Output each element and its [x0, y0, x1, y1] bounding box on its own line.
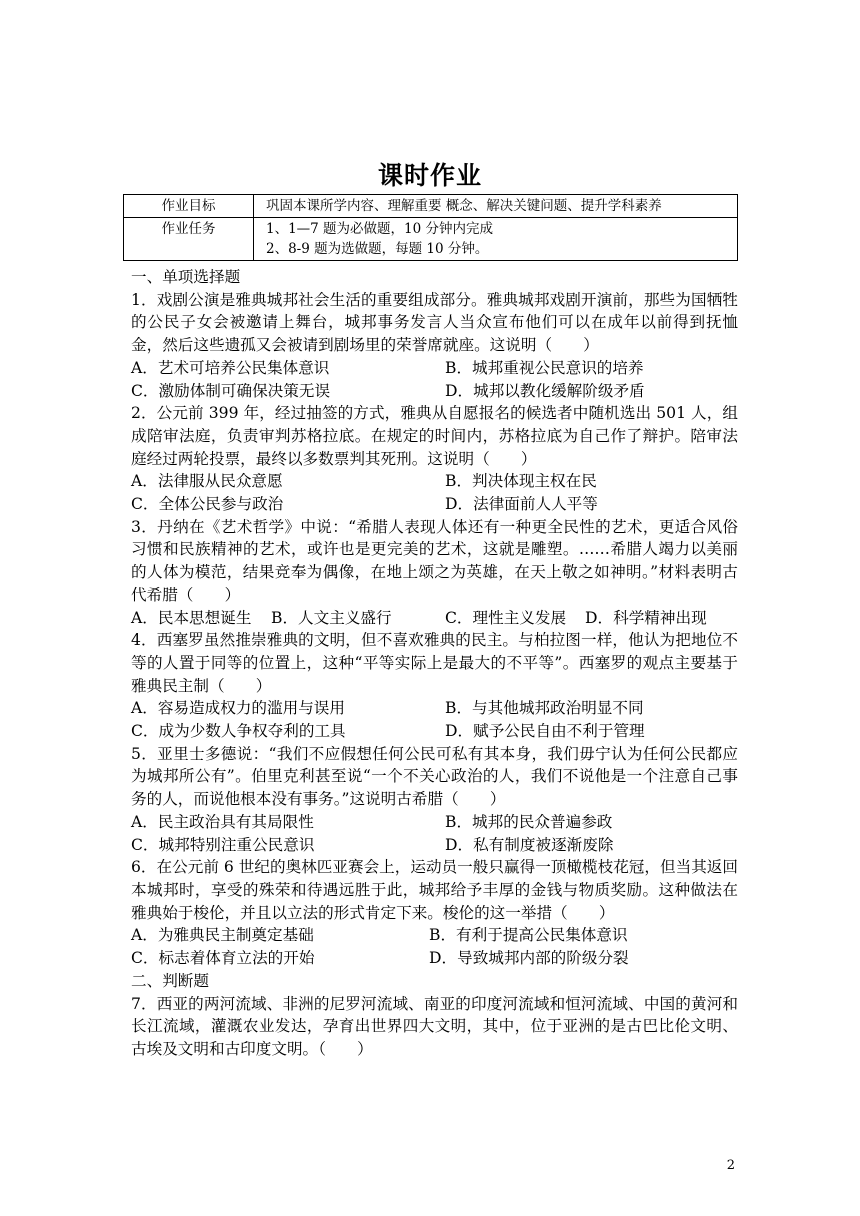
question-stem: 1．戏剧公演是雅典城邦社会生活的重要组成部分。雅典城邦戏剧开演前，那些为国牺牲的公民子女会被邀请上舞台，城邦事务发言人当众宣布他们可以在成年以前得到抚恤金，然后这些遗孤又会被请到剧场里的荣誉席就座。这说明（ ） — [131, 290, 738, 355]
table-row — [124, 195, 738, 218]
option-a: A．法律服从民众意愿 — [131, 472, 283, 491]
page-number: 2 — [726, 1158, 735, 1173]
option-d: D．科学精神出现 — [585, 608, 707, 627]
option-d: D．私有制度被逐渐废除 — [445, 835, 614, 854]
option-c: C．成为少数人争权夺利的工具 — [131, 722, 346, 741]
option-a: A．民主政治具有其局限性 — [131, 812, 314, 831]
option-c: C．全体公民参与政治 — [131, 495, 284, 514]
task-line-1: 1、1—7 题为必做题，10 分钟内完成 — [266, 221, 494, 237]
option-c: C．城邦特别注重公民意识 — [131, 835, 315, 854]
option-b: B．城邦的民众普遍参政 — [445, 812, 613, 831]
page-title: 课时作业 — [377, 161, 482, 190]
option-row — [131, 720, 738, 743]
question-stem: 3．丹纳在《艺术哲学》中说：“希腊人表现人体还有一种更全民性的艺术，更适合风俗习惯和民族精神的艺术，或许也是更完美的艺术，这就是雕塑。……希腊人竭力以美丽的人体为模范，结果竞奉为偶像，在地上颂之为英雄，在天上敬之如神明。”材料表明古代希腊（ ） — [131, 517, 738, 604]
option-c: C．理性主义发展 — [445, 608, 567, 627]
task-line-2: 2、8-9 题为选做题，每题 10 分钟。 — [266, 241, 489, 257]
option-a: A．为雅典民主制奠定基础 — [131, 926, 314, 945]
option-row — [131, 811, 738, 834]
assignment-info-table — [123, 194, 738, 261]
task-label: 作业任务 — [124, 218, 254, 261]
question-stem: 7．西亚的两河流域、非洲的尼罗河流域、南亚的印度河流域和恒河流域、中国的黄河和长江流域，灌溉农业发达，孕育出世界四大文明，其中，位于亚洲的是古巴比伦文明、古埃及文明和古印度文明。（ ） — [131, 994, 738, 1058]
option-b: B．有利于提高公民集体意识 — [429, 926, 628, 945]
option-row — [131, 470, 738, 493]
option-d: D．赋予公民自由不利于管理 — [445, 722, 645, 741]
option-a: A．艺术可培养公民集体意识 — [131, 358, 330, 377]
option-c: C．标志着体育立法的开始 — [131, 949, 315, 968]
option-row — [131, 697, 738, 720]
goal-label: 作业目标 — [124, 195, 254, 218]
option-row — [131, 834, 738, 857]
task-value — [254, 218, 738, 261]
option-row — [131, 380, 738, 403]
option-d: D．导致城邦内部的阶级分裂 — [429, 949, 629, 968]
section-heading: 一、单项选择题 — [131, 268, 241, 286]
question-list — [131, 266, 738, 1061]
option-row — [131, 607, 738, 630]
option-d: D．法律面前人人平等 — [445, 495, 598, 514]
option-row — [131, 357, 738, 380]
goal-value: 巩固本课所学内容、理解重要 概念、解决关键问题、提升学科素养 — [254, 195, 738, 218]
question-stem: 6．在公元前 6 世纪的奥林匹亚赛会上，运动员一般只赢得一顶橄榄枝花冠，但当其返回本城邦时，享受的殊荣和待遇远胜于此，城邦给予丰厚的金钱与物质奖励。这种做法在雅典始于梭伦，并且以立法的形式肯定下来。梭伦的这一举措（ ） — [131, 858, 738, 922]
option-b: B．判决体现主权在民 — [445, 472, 597, 491]
question-stem: 2．公元前 399 年，经过抽签的方式，雅典从自愿报名的候选者中随机选出 501 人，组成陪审法庭，负责审判苏格拉底。在规定的时间内，苏格拉底为自己作了辩护。陪审法庭经过两轮投票，最终以多数票判其死刑。这说明（ ） — [131, 404, 738, 468]
option-b: B．城邦重视公民意识的培养 — [445, 358, 644, 377]
option-b: B．人文主义盛行 — [271, 608, 392, 627]
option-a: A．容易造成权力的滥用与误用 — [131, 699, 345, 718]
table-row — [124, 218, 738, 261]
option-row — [131, 947, 738, 970]
option-row — [131, 493, 738, 516]
option-d: D．城邦以教化缓解阶级矛盾 — [445, 381, 645, 400]
option-a: A．民本思想诞生 — [131, 608, 252, 627]
option-c: C．激励体制可确保决策无误 — [131, 381, 331, 400]
option-b: B．与其他城邦政治明显不同 — [445, 699, 644, 718]
question-stem: 4．西塞罗虽然推崇雅典的文明，但不喜欢雅典的民主。与柏拉图一样，他认为把地位不等的人置于同等的位置上，这种“平等实际上是最大的不平等”。西塞罗的观点主要基于雅典民主制（ ） — [131, 631, 738, 695]
section-heading: 二、判断题 — [131, 971, 209, 990]
option-row — [131, 924, 738, 947]
question-stem: 5．亚里士多德说：“我们不应假想任何公民可私有其本身，我们毋宁认为任何公民都应为城邦所公有”。伯里克利甚至说“一个不关心政治的人，我们不说他是一个注意自己事务的人，而说他根本没有事务。”这说明古希腊（ ） — [131, 744, 738, 809]
